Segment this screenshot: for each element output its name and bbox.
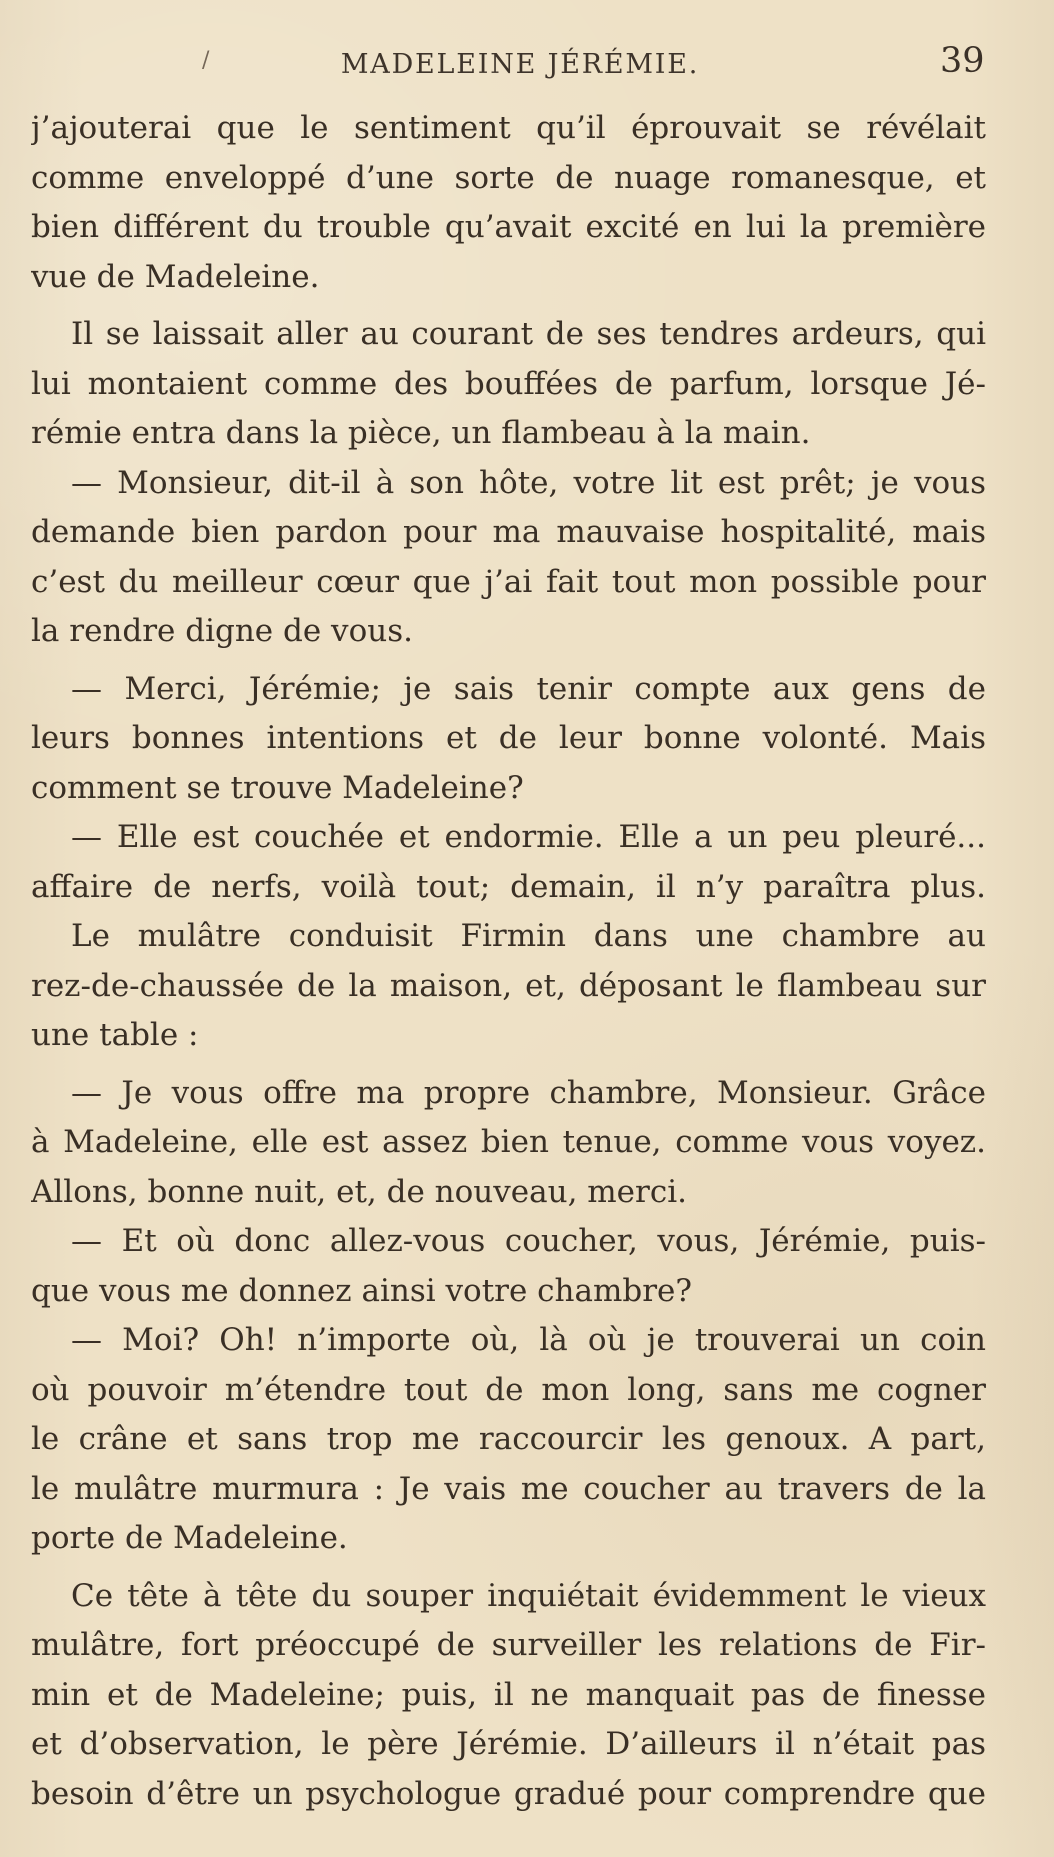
text-line: que vous me donnez ainsi votre chambre? [31, 1272, 693, 1309]
text-line: — Merci, Jérémie; je sais tenir compte aux gens de [71, 670, 986, 707]
text-line: comment se trouve Madeleine? [31, 769, 524, 806]
header-mark: / [202, 48, 210, 73]
text-line: affaire de nerfs, voilà tout; demain, il n’y paraîtra plus. [31, 868, 986, 905]
text-line: la rendre digne de vous. [31, 613, 413, 649]
text-line: j’ajouterai que le sentiment qu’il éprouvait se révélait [31, 110, 986, 146]
text-line: rémie entra dans la pièce, un flambeau à la main. [31, 415, 811, 451]
text-line: — Elle est couchée et endormie. Elle a un peu pleuré... [71, 819, 986, 855]
main-text [31, 104, 986, 1819]
running-title: MADELEINE JÉRÉMIE. [340, 49, 700, 80]
text-line: et d’observation, le père Jérémie. D’ailleurs il n’était pas [31, 1726, 986, 1762]
text-line: où pouvoir m’étendre tout de mon long, sans me cogner [31, 1371, 986, 1408]
text-line: lui montaient comme des bouffées de parfum, lorsque Jé- [31, 365, 986, 402]
text-line: besoin d’être un psychologue gradué pour comprendre que [31, 1775, 986, 1812]
text-line: le mulâtre murmura : Je vais me coucher au travers de la [31, 1470, 986, 1507]
text-line: comme enveloppé d’une sorte de nuage romanesque, et [31, 159, 986, 196]
text-line: leurs bonnes intentions et de leur bonne volonté. Mais [31, 720, 986, 756]
text-line: le crâne et sans trop me raccourcir les genoux. A part, [31, 1421, 986, 1457]
text-line: à Madeleine, elle est assez bien tenue, comme vous voyez. [31, 1124, 986, 1160]
text-line: Allons, bonne nuit, et, de nouveau, merci. [31, 1173, 687, 1210]
text-line: min et de Madeleine; puis, il ne manquait pas de finesse [31, 1676, 986, 1713]
text-line: Le mulâtre conduisit Firmin dans une chambre au [71, 918, 986, 954]
text-line: porte de Madeleine. [31, 1520, 348, 1556]
text-line: — Et où donc allez-vous coucher, vous, Jérémie, puis- [71, 1223, 986, 1259]
text-line: — Moi? Oh! n’importe où, là où je trouverai un coin [71, 1322, 986, 1358]
text-line: — Monsieur, dit-il à son hôte, votre lit est prêt; je vous [71, 464, 986, 501]
text-line: — Je vous offre ma propre chambre, Monsieur. Grâce [71, 1074, 986, 1111]
text-line: une table : [31, 1017, 199, 1053]
text-line: mulâtre, fort préoccupé de surveiller les relations de Fir- [31, 1627, 986, 1663]
text-line: bien différent du trouble qu’avait excité en lui la première [31, 209, 986, 245]
page-number: 39 [940, 41, 985, 81]
text-line: Ce tête à tête du souper inquiétait évidemment le vieux [71, 1577, 986, 1614]
text-line: rez-de-chaussée de la maison, et, déposant le flambeau sur [31, 967, 986, 1004]
text-line: Il se laissait aller au courant de ses tendres ardeurs, qui [71, 316, 986, 352]
text-line: vue de Madeleine. [31, 258, 320, 295]
text-line: c’est du meilleur cœur que j’ai fait tout mon possible pour [31, 563, 986, 600]
text-line: demande bien pardon pour ma mauvaise hospitalité, mais [31, 514, 986, 550]
page-header [0, 38, 1054, 98]
